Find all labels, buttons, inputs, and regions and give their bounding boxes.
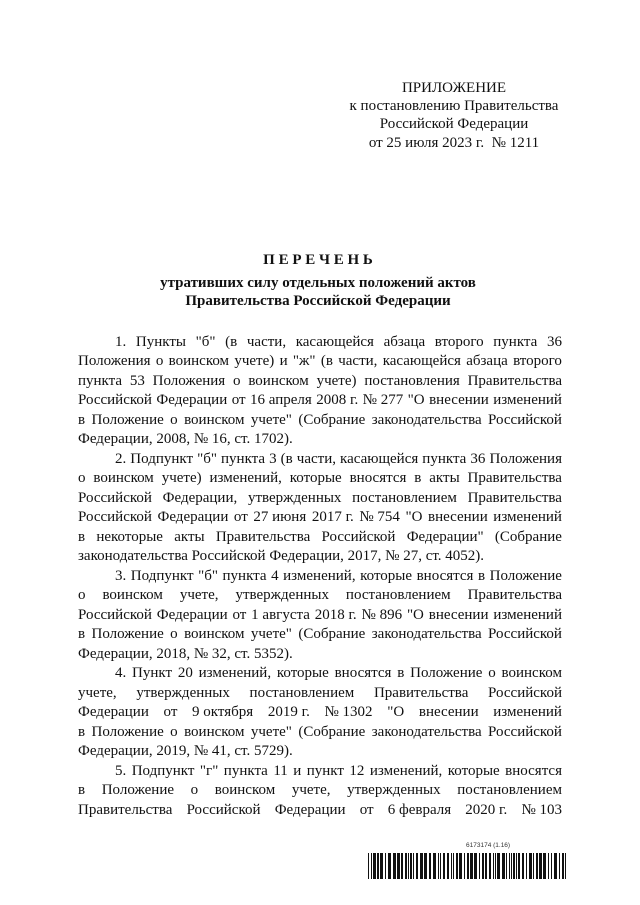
appendix-reference-line: к постановлению Правительства <box>349 97 559 114</box>
paragraph-line <box>78 567 562 587</box>
word: Федерации <box>157 509 229 525</box>
word: утвержденных <box>235 587 329 603</box>
word: изменений, <box>198 665 272 681</box>
list-item <box>78 762 562 821</box>
word: 2018 г. <box>314 606 357 623</box>
word: 27 июня <box>253 509 307 525</box>
word: которые <box>447 762 500 779</box>
word: воинском <box>102 587 163 603</box>
barcode-bar <box>536 853 538 879</box>
word: Положение <box>91 723 164 740</box>
word: внесении <box>429 392 489 408</box>
barcode-bar <box>405 853 407 879</box>
barcode-bar <box>433 853 436 879</box>
appendix-header <box>334 79 574 153</box>
paragraph-line <box>78 528 562 548</box>
word: воинском <box>184 723 245 740</box>
word: 4 <box>271 567 279 584</box>
barcode-bar <box>438 853 439 879</box>
word: законодательства <box>371 411 482 428</box>
barcode-bar <box>495 853 496 879</box>
document-subtitle <box>0 274 636 311</box>
word: изменений <box>493 704 562 720</box>
word: Федерации <box>274 801 346 818</box>
barcode-bar <box>420 853 423 879</box>
barcode-bar <box>529 853 532 879</box>
word: от <box>359 801 374 818</box>
word: 36 <box>470 450 486 467</box>
word: от <box>232 606 247 623</box>
word: в <box>397 665 405 681</box>
barcode-bar <box>410 853 412 879</box>
word: изменений, <box>283 567 356 584</box>
word: Федерации, <box>162 489 238 506</box>
word: изменений <box>493 392 562 408</box>
word: пункта <box>223 762 268 779</box>
barcode-bar <box>502 853 505 879</box>
word: Федерации <box>156 606 228 623</box>
word: "О <box>387 704 405 720</box>
barcode-bar <box>424 853 427 879</box>
word: (Собрание <box>298 411 366 428</box>
word: учете, <box>179 587 219 603</box>
barcode-bar <box>393 853 396 879</box>
document-subtitle-line: Правительства Российской Федерации <box>185 293 451 310</box>
word: в <box>78 782 86 798</box>
paragraph-line: Федерации, 2008, № 16, ст. 1702). <box>78 431 293 447</box>
word: Правительства <box>467 372 562 389</box>
barcode-bar <box>479 853 480 879</box>
word: Положения <box>489 450 562 467</box>
word: абзаца <box>466 353 508 369</box>
word: Правительства <box>467 470 562 486</box>
word: от <box>163 704 178 720</box>
word: Российской <box>321 528 396 545</box>
word: воинском <box>93 470 154 486</box>
word: 2008 г. <box>316 392 359 408</box>
paragraph-line <box>78 664 562 684</box>
barcode-bar <box>539 853 542 879</box>
word: Положения <box>78 353 151 369</box>
word: постановлением <box>345 587 451 603</box>
word: о <box>170 411 178 428</box>
paragraph-line <box>78 352 562 372</box>
word: учете, <box>78 684 117 701</box>
word: Российской <box>78 509 152 525</box>
paragraph-line <box>78 391 562 411</box>
barcode-bar <box>511 853 512 879</box>
word: законодательства <box>371 626 482 642</box>
word: "б" <box>197 450 217 467</box>
paragraph-line: Федерации, 2018, № 32, ст. 5352). <box>78 645 293 662</box>
barcode-image <box>368 853 566 879</box>
barcode-bar <box>459 853 462 879</box>
barcode-bar <box>397 853 400 879</box>
barcode-bar <box>416 853 418 879</box>
paragraph-line <box>78 372 562 392</box>
appendix-date-number: от 25 июля 2023 г. № 1211 <box>368 134 540 151</box>
word: внесении <box>418 704 479 720</box>
barcode-bar <box>485 853 487 879</box>
word: от <box>233 509 248 525</box>
barcode-bar <box>493 853 494 879</box>
word: учете" <box>250 626 292 642</box>
word: воинском <box>168 353 230 369</box>
document-title: П Е Р Е Ч Е Н Ь <box>263 251 373 268</box>
paragraph-line <box>78 333 562 353</box>
word: "б" <box>198 567 218 584</box>
word: Правительства <box>467 489 562 506</box>
word: 20 <box>177 665 193 681</box>
barcode-bar <box>533 853 534 879</box>
word: акты <box>429 470 460 486</box>
word: 3 <box>269 450 277 467</box>
word: Подпункт <box>131 762 195 779</box>
word: 6 февраля <box>387 801 452 818</box>
paragraph-line <box>78 508 562 528</box>
word: части, <box>246 333 287 350</box>
word: Правительства <box>78 801 173 818</box>
paragraph-line <box>78 450 562 470</box>
word: от <box>231 392 246 408</box>
word: 1. <box>115 333 127 350</box>
word: Положение <box>91 411 164 428</box>
paragraph-line <box>78 762 562 782</box>
word: внесении <box>428 606 489 623</box>
barcode-bar <box>373 853 376 879</box>
word: о <box>155 353 164 369</box>
word: утвержденных <box>136 684 230 701</box>
document-subtitle-line: утративших силу отдельных положений актов <box>160 275 476 291</box>
word: вносятся <box>334 665 392 681</box>
word: в <box>78 626 86 642</box>
word: Федерации <box>156 392 228 408</box>
barcode-bar <box>513 853 515 879</box>
word: пункта <box>422 450 467 467</box>
appendix-reference-line: Российской Федерации <box>379 116 529 133</box>
word: (в <box>320 353 333 369</box>
word: и <box>293 762 302 779</box>
barcode-bar <box>482 853 484 879</box>
word: абзаца <box>383 333 426 350</box>
word: второго <box>513 353 562 369</box>
barcode-bar <box>565 853 566 879</box>
word: воинском <box>184 411 245 428</box>
word: 5. <box>115 762 127 779</box>
word: 9 октября <box>192 704 254 720</box>
word: 2. <box>115 450 127 467</box>
word: Правительства <box>467 587 562 603</box>
barcode-bar <box>380 853 383 879</box>
word: Российской <box>78 606 152 623</box>
word: учете) <box>316 372 357 389</box>
word: Российской <box>186 801 261 818</box>
word: касающейся <box>382 353 461 369</box>
barcode-bar <box>518 853 520 879</box>
paragraph-line <box>78 411 562 431</box>
paragraph-line <box>78 781 562 801</box>
paragraph-line <box>78 703 562 723</box>
word: (Собрание <box>298 626 366 642</box>
word: воинском <box>248 372 309 389</box>
paragraph-line <box>78 723 562 743</box>
word: Правительства <box>373 684 469 701</box>
word: 53 <box>129 372 145 389</box>
barcode-bar <box>474 853 477 879</box>
barcode-bar <box>413 853 414 879</box>
word: 36 <box>546 333 562 350</box>
paragraph-line <box>78 801 562 821</box>
word: в <box>78 528 86 545</box>
word: Положение <box>489 567 562 584</box>
word: Пункт <box>132 665 173 681</box>
word: о <box>78 587 86 603</box>
paragraph-line <box>78 606 562 626</box>
barcode-bar <box>516 853 517 879</box>
word: пункта <box>78 372 123 389</box>
word: 2017 г. <box>311 509 354 525</box>
list-item <box>78 664 562 762</box>
word: о <box>170 723 178 740</box>
barcode-bar <box>467 853 469 879</box>
barcode-bar <box>497 853 500 879</box>
paragraph-line <box>78 684 562 704</box>
word: "ж" <box>292 353 316 369</box>
word: № 1302 <box>324 704 373 720</box>
word: части, <box>296 450 336 467</box>
word: изменений, <box>369 762 443 779</box>
word: части, <box>338 353 378 369</box>
word: учете" <box>250 411 292 428</box>
word: изменений <box>493 606 562 623</box>
barcode-bar <box>489 853 491 879</box>
barcode-bar <box>464 853 465 879</box>
word: 4. <box>115 665 127 681</box>
word: изменений, <box>209 470 282 486</box>
word: в <box>414 470 422 486</box>
barcode-bar <box>388 853 391 879</box>
word: Федерации" <box>406 528 484 545</box>
word: 1 августа <box>251 606 310 623</box>
word: которые <box>276 665 329 681</box>
word: воинском <box>501 665 562 681</box>
word: в <box>477 567 486 584</box>
word: Положение <box>101 782 175 798</box>
word: Российской <box>78 489 152 506</box>
word: постановлением <box>249 684 355 701</box>
word: Подпункт <box>130 567 194 584</box>
barcode-bar <box>429 853 431 879</box>
word: учете" <box>250 723 292 740</box>
word: Российской <box>488 411 562 428</box>
word: № 896 <box>361 606 403 623</box>
word: "О <box>405 509 423 525</box>
word: 12 <box>349 762 365 779</box>
word: (Собрание <box>494 528 562 545</box>
barcode-bar <box>377 853 379 879</box>
word: законодательства <box>371 723 482 740</box>
barcode-bar <box>443 853 445 879</box>
word: № 277 <box>362 392 404 408</box>
barcode-bar <box>543 853 546 879</box>
paragraph-line: Федерации, 2019, № 41, ст. 5729). <box>78 743 293 759</box>
word: вносятся <box>349 470 407 486</box>
word: которые <box>289 470 342 486</box>
word: пункта <box>221 450 266 467</box>
barcode-bar <box>456 853 458 879</box>
word: № 754 <box>359 509 400 525</box>
barcode-bar <box>559 853 560 879</box>
word: 11 <box>273 762 288 779</box>
word: касающейся <box>340 450 419 467</box>
word: учете) <box>234 353 275 369</box>
word: № 103 <box>521 801 562 818</box>
word: Правительства <box>215 528 311 545</box>
word: постановления <box>364 372 460 389</box>
word: пункт <box>306 762 344 779</box>
word: (в <box>225 333 238 350</box>
word: вносятся <box>505 762 562 779</box>
barcode-bar <box>368 853 369 879</box>
paragraph-line <box>78 469 562 489</box>
word: некоторые <box>96 528 163 545</box>
word: о <box>190 782 199 798</box>
word: "О <box>406 606 424 623</box>
word: утвержденных <box>347 782 441 798</box>
barcode-bar <box>509 853 510 879</box>
word: Пункты <box>135 333 186 350</box>
word: которые <box>360 567 413 584</box>
barcode-bar <box>401 853 403 879</box>
barcode-bar <box>562 853 564 879</box>
word: постановлением <box>352 489 457 506</box>
word: Положение <box>410 665 483 681</box>
word: касающейся <box>295 333 374 350</box>
word: о <box>170 626 178 642</box>
paragraph-line: законодательства Российской Федерации, 2017, № 27, ст. 4052). <box>78 548 485 564</box>
barcode-bar <box>440 853 441 879</box>
word: Российской <box>488 723 562 740</box>
document-body <box>78 333 562 821</box>
word: Подпункт <box>130 450 194 467</box>
list-item <box>78 567 562 665</box>
word: в <box>78 411 86 428</box>
paragraph-line <box>78 489 562 509</box>
word: в <box>78 723 86 740</box>
word: Российской <box>78 392 152 408</box>
barcode-bar <box>451 853 452 879</box>
word: Положения <box>152 372 226 389</box>
word: о <box>488 665 496 681</box>
word: вносятся <box>416 567 474 584</box>
barcode-bar <box>385 853 386 879</box>
word: воинском <box>184 626 245 642</box>
word: Российской <box>488 626 562 642</box>
word: 2020 г. <box>465 801 508 818</box>
word: пункта <box>222 567 267 584</box>
word: и <box>279 353 288 369</box>
word: "г" <box>199 762 219 779</box>
word: 16 апреля <box>250 392 312 408</box>
word: постановлением <box>457 782 562 798</box>
paragraph-line <box>78 625 562 645</box>
barcode-bar <box>526 853 527 879</box>
word: второго <box>434 333 484 350</box>
barcode-bar <box>506 853 507 879</box>
word: "О <box>407 392 425 408</box>
word: пункта <box>493 333 538 350</box>
word: Российской <box>488 684 562 701</box>
word: изменений <box>493 509 562 525</box>
word: Федерации <box>78 704 149 720</box>
barcode-bar <box>447 853 449 879</box>
word: "б" <box>195 333 216 350</box>
barcode-bar <box>548 853 549 879</box>
barcode-bar <box>408 853 409 879</box>
word: учете) <box>161 470 202 486</box>
word: внесении <box>428 509 488 525</box>
list-item <box>78 450 562 567</box>
word: Положение <box>91 626 164 642</box>
barcode-bar <box>453 853 454 879</box>
word: о <box>233 372 241 389</box>
paragraph-line <box>78 586 562 606</box>
barcode-bar <box>554 853 557 879</box>
word: (Собрание <box>298 723 366 740</box>
list-item <box>78 333 562 450</box>
barcode-bar <box>371 853 372 879</box>
word: (в <box>280 450 293 467</box>
barcode-number: 6173174 (1.16) <box>466 842 511 849</box>
barcode-bar <box>470 853 473 879</box>
barcode-bar <box>522 853 524 879</box>
word: акты <box>174 528 205 545</box>
word: воинском <box>214 782 276 798</box>
word: 2019 г. <box>267 704 310 720</box>
word: 3. <box>115 567 127 584</box>
appendix-label: ПРИЛОЖЕНИЕ <box>401 79 507 96</box>
barcode-bar <box>551 853 552 879</box>
word: о <box>78 470 86 486</box>
word: утвержденных <box>247 489 342 506</box>
word: учете, <box>291 782 331 798</box>
